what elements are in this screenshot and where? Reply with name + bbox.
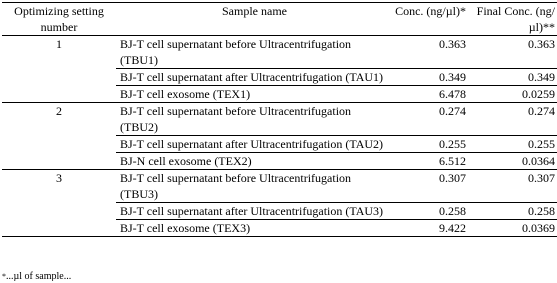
sample-name-cell: BJ-T cell supernatant before Ultracentrifugation (TBU1) xyxy=(116,36,389,69)
table-row xyxy=(2,69,557,86)
header-setting: Optimizing setting number xyxy=(14,4,104,34)
conc-cell: 0.274 xyxy=(389,103,469,136)
footnote xyxy=(2,271,71,281)
final-conc-cell: 0.0259 xyxy=(469,86,557,103)
conc-cell: 0.258 xyxy=(389,203,469,220)
final-conc-cell: 0.274 xyxy=(469,103,557,136)
table-row xyxy=(2,170,557,203)
results-table xyxy=(2,2,557,237)
conc-cell: 0.255 xyxy=(389,136,469,153)
setting-number-cell xyxy=(2,69,116,86)
header-sample: Sample name xyxy=(222,4,287,18)
final-conc-cell: 0.255 xyxy=(469,136,557,153)
sample-name-cell: BJ-T cell supernatant before Ultracentrifugation (TBU2) xyxy=(116,103,389,136)
header-conc: Conc. (ng/µl)* xyxy=(395,4,466,18)
sample-name-cell: BJ-T cell supernatant after Ultracentrifugation (TAU2) xyxy=(116,136,389,153)
conc-cell: 0.363 xyxy=(389,36,469,69)
footnote-mark: * xyxy=(2,272,6,281)
table-row xyxy=(2,136,557,153)
setting-number-cell: 1 xyxy=(56,37,62,51)
header-row xyxy=(2,3,557,36)
sample-name-cell: BJ-N cell exosome (TEX2) xyxy=(116,153,389,170)
setting-number-cell xyxy=(2,203,116,220)
sample-name-cell: BJ-T cell exosome (TEX1) xyxy=(116,86,389,103)
table-row xyxy=(2,203,557,220)
conc-cell: 0.307 xyxy=(389,170,469,203)
setting-number-cell xyxy=(2,153,116,170)
final-conc-cell: 0.0364 xyxy=(469,153,557,170)
table-row xyxy=(2,220,557,237)
conc-cell: 0.349 xyxy=(389,69,469,86)
setting-number-cell: 3 xyxy=(56,171,62,185)
table-row xyxy=(2,36,557,69)
final-conc-cell: 0.349 xyxy=(469,69,557,86)
final-conc-cell: 0.307 xyxy=(469,170,557,203)
final-conc-cell: 0.0369 xyxy=(469,220,557,237)
final-conc-cell: 0.363 xyxy=(469,36,557,69)
sample-name-cell: BJ-T cell exosome (TEX3) xyxy=(116,220,389,237)
table-row xyxy=(2,153,557,170)
conc-cell: 9.422 xyxy=(389,220,469,237)
setting-number-cell xyxy=(2,86,116,103)
final-conc-cell: 0.258 xyxy=(469,203,557,220)
setting-number-cell: 2 xyxy=(56,104,62,118)
sample-name-cell: BJ-T cell supernatant before Ultracentrifugation (TBU3) xyxy=(116,170,389,203)
header-final-conc: Final Conc. (ng/µl)** xyxy=(476,4,555,34)
table-body xyxy=(2,36,557,237)
footnote-text: ...µl of sample... xyxy=(6,271,72,281)
sample-name-cell: BJ-T cell supernatant after Ultracentrifugation (TAU3) xyxy=(116,203,389,220)
table-row xyxy=(2,86,557,103)
setting-number-cell xyxy=(2,136,116,153)
table-row xyxy=(2,103,557,136)
conc-cell: 6.478 xyxy=(389,86,469,103)
conc-cell: 6.512 xyxy=(389,153,469,170)
sample-name-cell: BJ-T cell supernatant after Ultracentrifugation (TAU1) xyxy=(116,69,389,86)
setting-number-cell xyxy=(2,220,116,237)
